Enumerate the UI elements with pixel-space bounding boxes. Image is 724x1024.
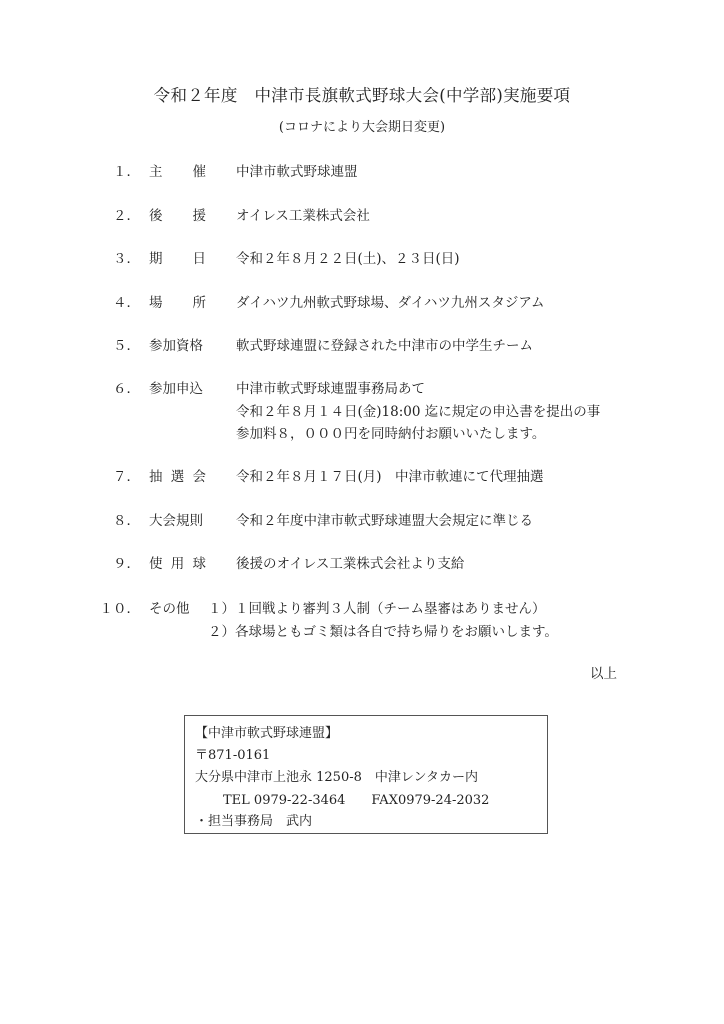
contact-person: ・担当事務局 武内	[195, 814, 313, 829]
other-note-2: ２）各球場ともゴミ類は各自で持ち帰りをお願いします。	[208, 624, 558, 640]
item-ball	[0, 552, 724, 572]
item-number: ３．	[113, 251, 140, 267]
item-value: 軟式野球連盟に登録された中津市の中学生チーム	[236, 338, 533, 354]
item-number: ２．	[113, 208, 140, 224]
item-application	[0, 377, 724, 397]
item-value: ダイハツ九州軟式野球場、ダイハツ九州スタジアム	[236, 295, 545, 311]
item-label: 抽 選 会	[149, 469, 206, 485]
item-label: 場 所	[149, 295, 206, 311]
item-number: ６．	[113, 381, 140, 397]
application-deadline: 令和２年８月１４日(金)18:00 迄に規定の申込書を提出の事	[236, 404, 601, 420]
item-value: 中津市軟式野球連盟事務局あて	[236, 381, 425, 397]
document-subtitle: (コロナにより大会期日変更)	[278, 120, 446, 135]
item-venue	[0, 291, 724, 311]
contact-tel-fax: TEL 0979-22-3464 FAX0979-24-2032	[223, 793, 490, 808]
item-label: 参加申込	[149, 381, 203, 397]
contact-box	[184, 715, 548, 834]
item-label: 主 催	[149, 164, 206, 180]
closing-text: 以上	[590, 666, 617, 682]
item-number: ４．	[113, 295, 140, 311]
other-note-1: １）１回戦より審判３人制（チーム塁審はありません）	[208, 601, 546, 617]
application-fee: 参加料８，０００円を同時納付お願いいたします。	[236, 426, 546, 442]
item-label: 後 援	[149, 208, 206, 224]
item-number: ８．	[113, 513, 140, 529]
item-rules	[0, 509, 724, 529]
item-value: 令和２年度中津市軟式野球連盟大会規定に準じる	[236, 513, 533, 529]
item-label: 期 日	[149, 251, 206, 267]
item-label: 大会規則	[149, 513, 203, 529]
item-number: １０．	[99, 601, 140, 617]
item-value: 令和２年８月１７日(月) 中津市軟連にて代理抽選	[236, 469, 544, 485]
contact-postal: 〒871-0161	[195, 748, 271, 763]
item-number: ７．	[113, 469, 140, 485]
document-title: 令和２年度 中津市長旗軟式野球大会(中学部)実施要項	[153, 86, 571, 105]
item-number: ５．	[113, 338, 140, 354]
item-value: 後援のオイレス工業株式会社より支給	[236, 556, 465, 572]
item-number: １．	[113, 164, 140, 180]
contact-address: 大分県中津市上池永 1250-8 中津レンタカー内	[195, 770, 479, 785]
item-draw	[0, 465, 724, 485]
item-label: その他	[149, 601, 190, 617]
item-dates	[0, 247, 724, 267]
item-label: 参加資格	[149, 338, 203, 354]
item-label: 使 用 球	[149, 556, 206, 572]
contact-org: 【中津市軟式野球連盟】	[195, 726, 339, 741]
item-number: ９．	[113, 556, 140, 572]
item-eligibility	[0, 334, 724, 354]
item-value: 中津市軟式野球連盟	[236, 164, 358, 180]
item-value: オイレス工業株式会社	[236, 208, 370, 224]
item-sponsor	[0, 204, 724, 224]
item-organizer	[0, 160, 724, 180]
item-value: 令和２年８月２２日(土)、２３日(日)	[236, 251, 460, 267]
